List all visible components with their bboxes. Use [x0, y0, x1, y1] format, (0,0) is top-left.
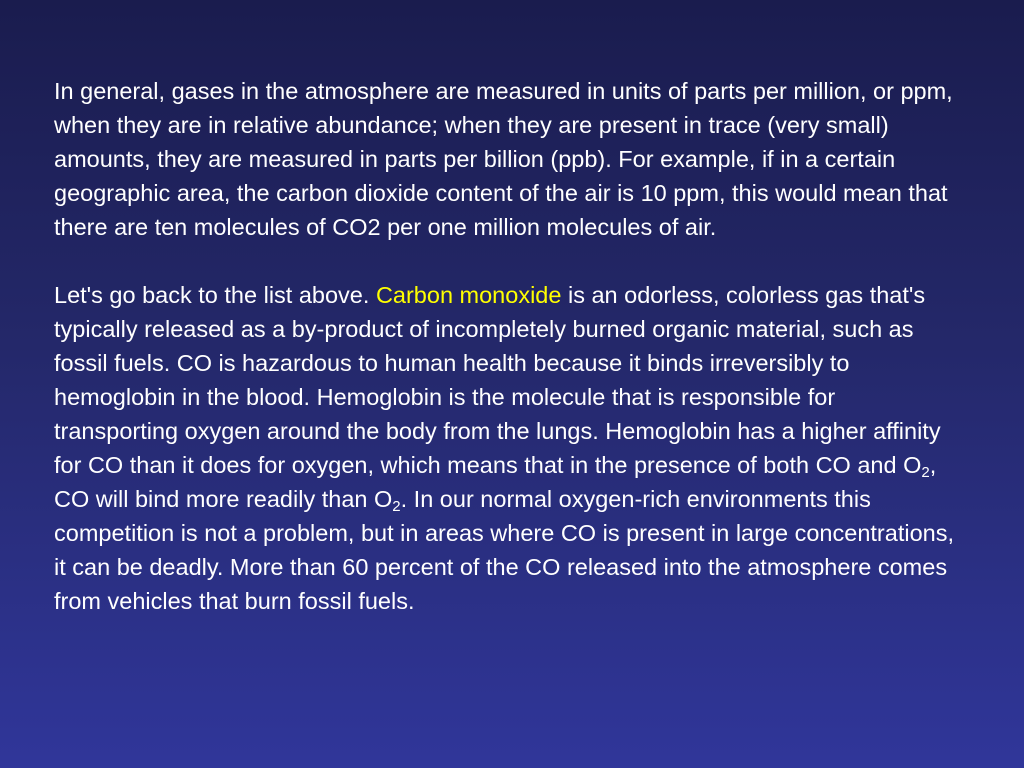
- paragraph-text-b: , CO will bind more readily than O: [54, 452, 937, 512]
- carbon-monoxide-highlight: Carbon monoxide: [375, 282, 562, 308]
- paragraph-intro: Let's go back to the list above.: [54, 282, 376, 308]
- o2-subscript-a: 2: [921, 464, 930, 481]
- paragraph-text-a: is an odorless, colorless gas that's typically released as a by-product of incompletely burned organic material, such as fossil fuels. CO is hazardous to human health because it binds irreversibly to hemoglobin in the blood. Hemoglobin is the molecule that is responsible for transporting oxygen around the body from the lungs. Hemoglobin has a higher affinity for CO than it does for oxygen, which means that in the presence of both CO and O: [54, 282, 941, 478]
- slide-content: [54, 74, 954, 618]
- paragraph-ppm-units: In general, gases in the atmosphere are measured in units of parts per million, or ppm, when they are in relative abundance; when they are present in trace (very small) amounts, they are measured in parts per billion (ppb). For example, if in a certain geographic area, the carbon dioxide content of the air is 10 ppm, this would mean that there are ten molecules of CO2 per one million molecules of air.: [54, 78, 953, 240]
- paragraph-text-c: . In our normal oxygen-rich environments this competition is not a problem, but in areas where CO is present in large concentrations, it can be deadly. More than 60 percent of the CO released into the atmosphere comes from vehicles that burn fossil fuels.: [54, 486, 954, 614]
- o2-subscript-b: 2: [392, 498, 401, 515]
- paragraph-carbon-monoxide: [54, 278, 954, 618]
